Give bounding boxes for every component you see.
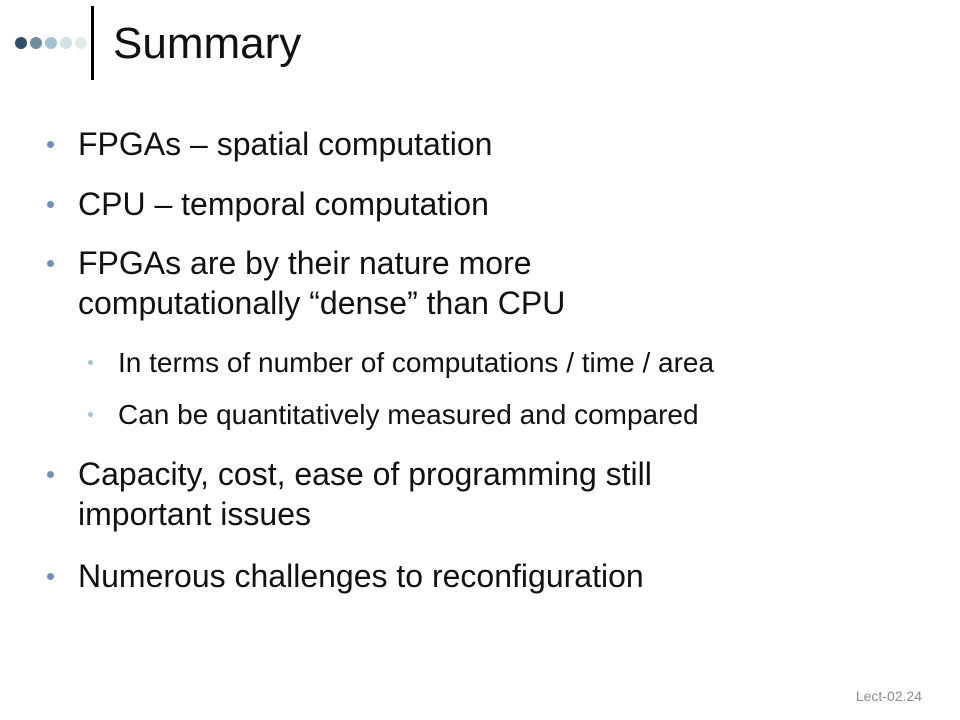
- bullet-item: [78, 243, 938, 323]
- bullet-dot: [47, 141, 54, 148]
- sub-bullet-text: In terms of number of computations / time / area: [118, 347, 715, 378]
- bullet-text-continuation: important issues: [78, 496, 311, 532]
- bullet-item: [78, 184, 938, 224]
- sub-bullet-item: [118, 398, 938, 432]
- bullet-text: CPU – temporal computation: [78, 186, 489, 222]
- sub-bullet-dot: [88, 412, 93, 417]
- sub-bullet-dot: [88, 360, 93, 365]
- bullet-text: FPGAs are by their nature more: [78, 245, 532, 281]
- bullet-dot: [47, 573, 54, 580]
- slide-number: Lect-02.24: [855, 688, 922, 704]
- sub-bullet-text: Can be quantitatively measured and compared: [118, 399, 699, 430]
- bullet-item: [78, 454, 938, 534]
- bullet-text-continuation: computationally “dense” than CPU: [78, 285, 566, 321]
- bullet-dot: [47, 471, 54, 478]
- bullet-text: Numerous challenges to reconfiguration: [78, 558, 644, 594]
- bullet-dot: [47, 260, 54, 267]
- bullet-item: [78, 124, 938, 164]
- slide-title: Summary: [113, 19, 302, 68]
- bullet-dot: [47, 201, 54, 208]
- bullet-text: Capacity, cost, ease of programming still: [78, 456, 652, 492]
- sub-bullet-item: [118, 346, 938, 380]
- bullet-item: [78, 556, 938, 596]
- bullet-text: FPGAs – spatial computation: [78, 126, 493, 162]
